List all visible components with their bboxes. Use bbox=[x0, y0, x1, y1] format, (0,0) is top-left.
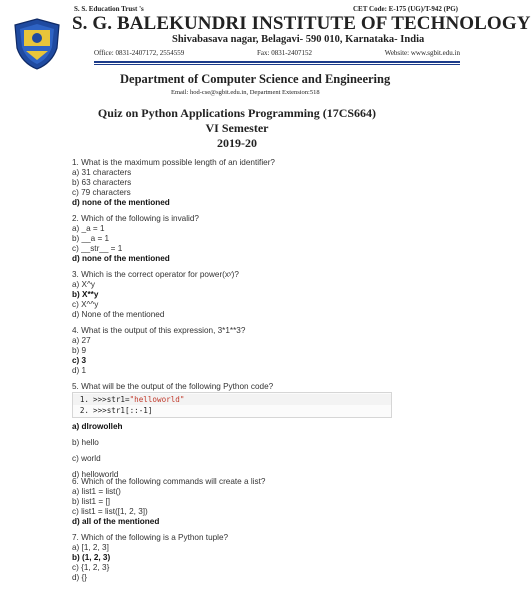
semester: VI Semester bbox=[205, 121, 269, 135]
option-a: a) list1 = list() bbox=[72, 486, 121, 496]
header-rule bbox=[94, 61, 460, 63]
option-b: b) 63 characters bbox=[72, 177, 132, 187]
code-string: "helloworld" bbox=[129, 395, 185, 404]
code-line-1 bbox=[73, 394, 391, 405]
question-4 bbox=[72, 326, 245, 376]
line-number: 1. bbox=[79, 395, 89, 404]
question-text: 6. Which of the following commands will create a list? bbox=[72, 477, 266, 486]
contact-line bbox=[94, 49, 460, 57]
option-a: a) 27 bbox=[72, 335, 91, 345]
quiz-title: Quiz on Python Applications Programming (17CS664) bbox=[97, 106, 377, 120]
code-text: >>>str1[::-1] bbox=[93, 406, 153, 415]
question-text: 7. Which of the following is a Python tuple? bbox=[72, 533, 229, 542]
department-title: Department of Computer Science and Engineering bbox=[120, 72, 391, 86]
header-rule-thin bbox=[94, 64, 460, 65]
line-number: 2. bbox=[79, 406, 89, 415]
option-d: d) helloworld bbox=[72, 470, 119, 479]
academic-year: 2019-20 bbox=[217, 136, 257, 150]
question-text: 3. Which is the correct operator for power(xʸ)? bbox=[72, 270, 239, 279]
option-a-answer: a) dlrowolleh bbox=[72, 422, 123, 431]
question-1 bbox=[72, 158, 275, 208]
website-link[interactable]: Website: www.sgbit.edu.in bbox=[384, 49, 460, 57]
option-b: b) __a = 1 bbox=[72, 233, 110, 243]
option-b: b) hello bbox=[72, 438, 99, 447]
option-d: d) {} bbox=[72, 572, 88, 582]
institute-name: S. G. BALEKUNDRI INSTITUTE OF TECHNOLOGY bbox=[72, 13, 531, 34]
code-block bbox=[72, 392, 392, 418]
question-5-options bbox=[72, 419, 123, 483]
question-7 bbox=[72, 533, 228, 583]
trust-name: S. S. Education Trust 's bbox=[74, 5, 144, 13]
question-text: 2. Which of the following is invalid? bbox=[72, 214, 199, 223]
fax-number: Fax: 0831-2407152 bbox=[257, 49, 313, 57]
option-d: d) None of the mentioned bbox=[72, 309, 165, 319]
question-3 bbox=[72, 270, 239, 320]
option-d-answer: d) none of the mentioned bbox=[72, 197, 170, 207]
option-c: c) __str__ = 1 bbox=[72, 243, 123, 253]
option-a: a) X^y bbox=[72, 279, 95, 289]
question-6 bbox=[72, 477, 265, 527]
option-b-answer: b) (1, 2, 3) bbox=[72, 552, 111, 562]
question-5 bbox=[72, 382, 273, 392]
institute-address: Shivabasava nagar, Belagavi- 590 010, Karnataka- India bbox=[172, 34, 425, 45]
code-text: >>>str1= bbox=[93, 395, 130, 404]
option-c: c) X^^y bbox=[72, 299, 99, 309]
option-a: a) _a = 1 bbox=[72, 223, 105, 233]
question-text: 5. What will be the output of the following Python code? bbox=[72, 382, 274, 391]
option-d-answer: d) none of the mentioned bbox=[72, 253, 170, 263]
option-c: c) 79 characters bbox=[72, 187, 131, 197]
cet-code: CET Code: E-175 (UG)/T-942 (PG) bbox=[353, 5, 458, 13]
option-c-answer: c) 3 bbox=[72, 355, 87, 365]
college-logo bbox=[12, 18, 62, 70]
code-line-2 bbox=[73, 405, 391, 416]
option-d: d) 1 bbox=[72, 365, 87, 375]
question-text: 1. What is the maximum possible length of an identifier? bbox=[72, 158, 275, 167]
option-d-answer: d) all of the mentioned bbox=[72, 516, 160, 526]
option-c: c) world bbox=[72, 454, 101, 463]
question-text: 4. What is the output of this expression, 3*1**3? bbox=[72, 326, 246, 335]
option-c: c) {1, 2, 3} bbox=[72, 562, 110, 572]
option-b: b) list1 = [] bbox=[72, 496, 110, 506]
department-email: Email: hod-cse@sgbit.edu.in, Department Extension:518 bbox=[171, 89, 320, 96]
option-c: c) list1 = list([1, 2, 3]) bbox=[72, 506, 148, 516]
office-phone: Office: 0831-2407172, 2554559 bbox=[94, 49, 185, 57]
option-b: b) 9 bbox=[72, 345, 87, 355]
option-a: a) 31 characters bbox=[72, 167, 132, 177]
option-b-answer: b) X**y bbox=[72, 289, 99, 299]
question-2 bbox=[72, 214, 199, 264]
option-a: a) [1, 2, 3] bbox=[72, 542, 109, 552]
